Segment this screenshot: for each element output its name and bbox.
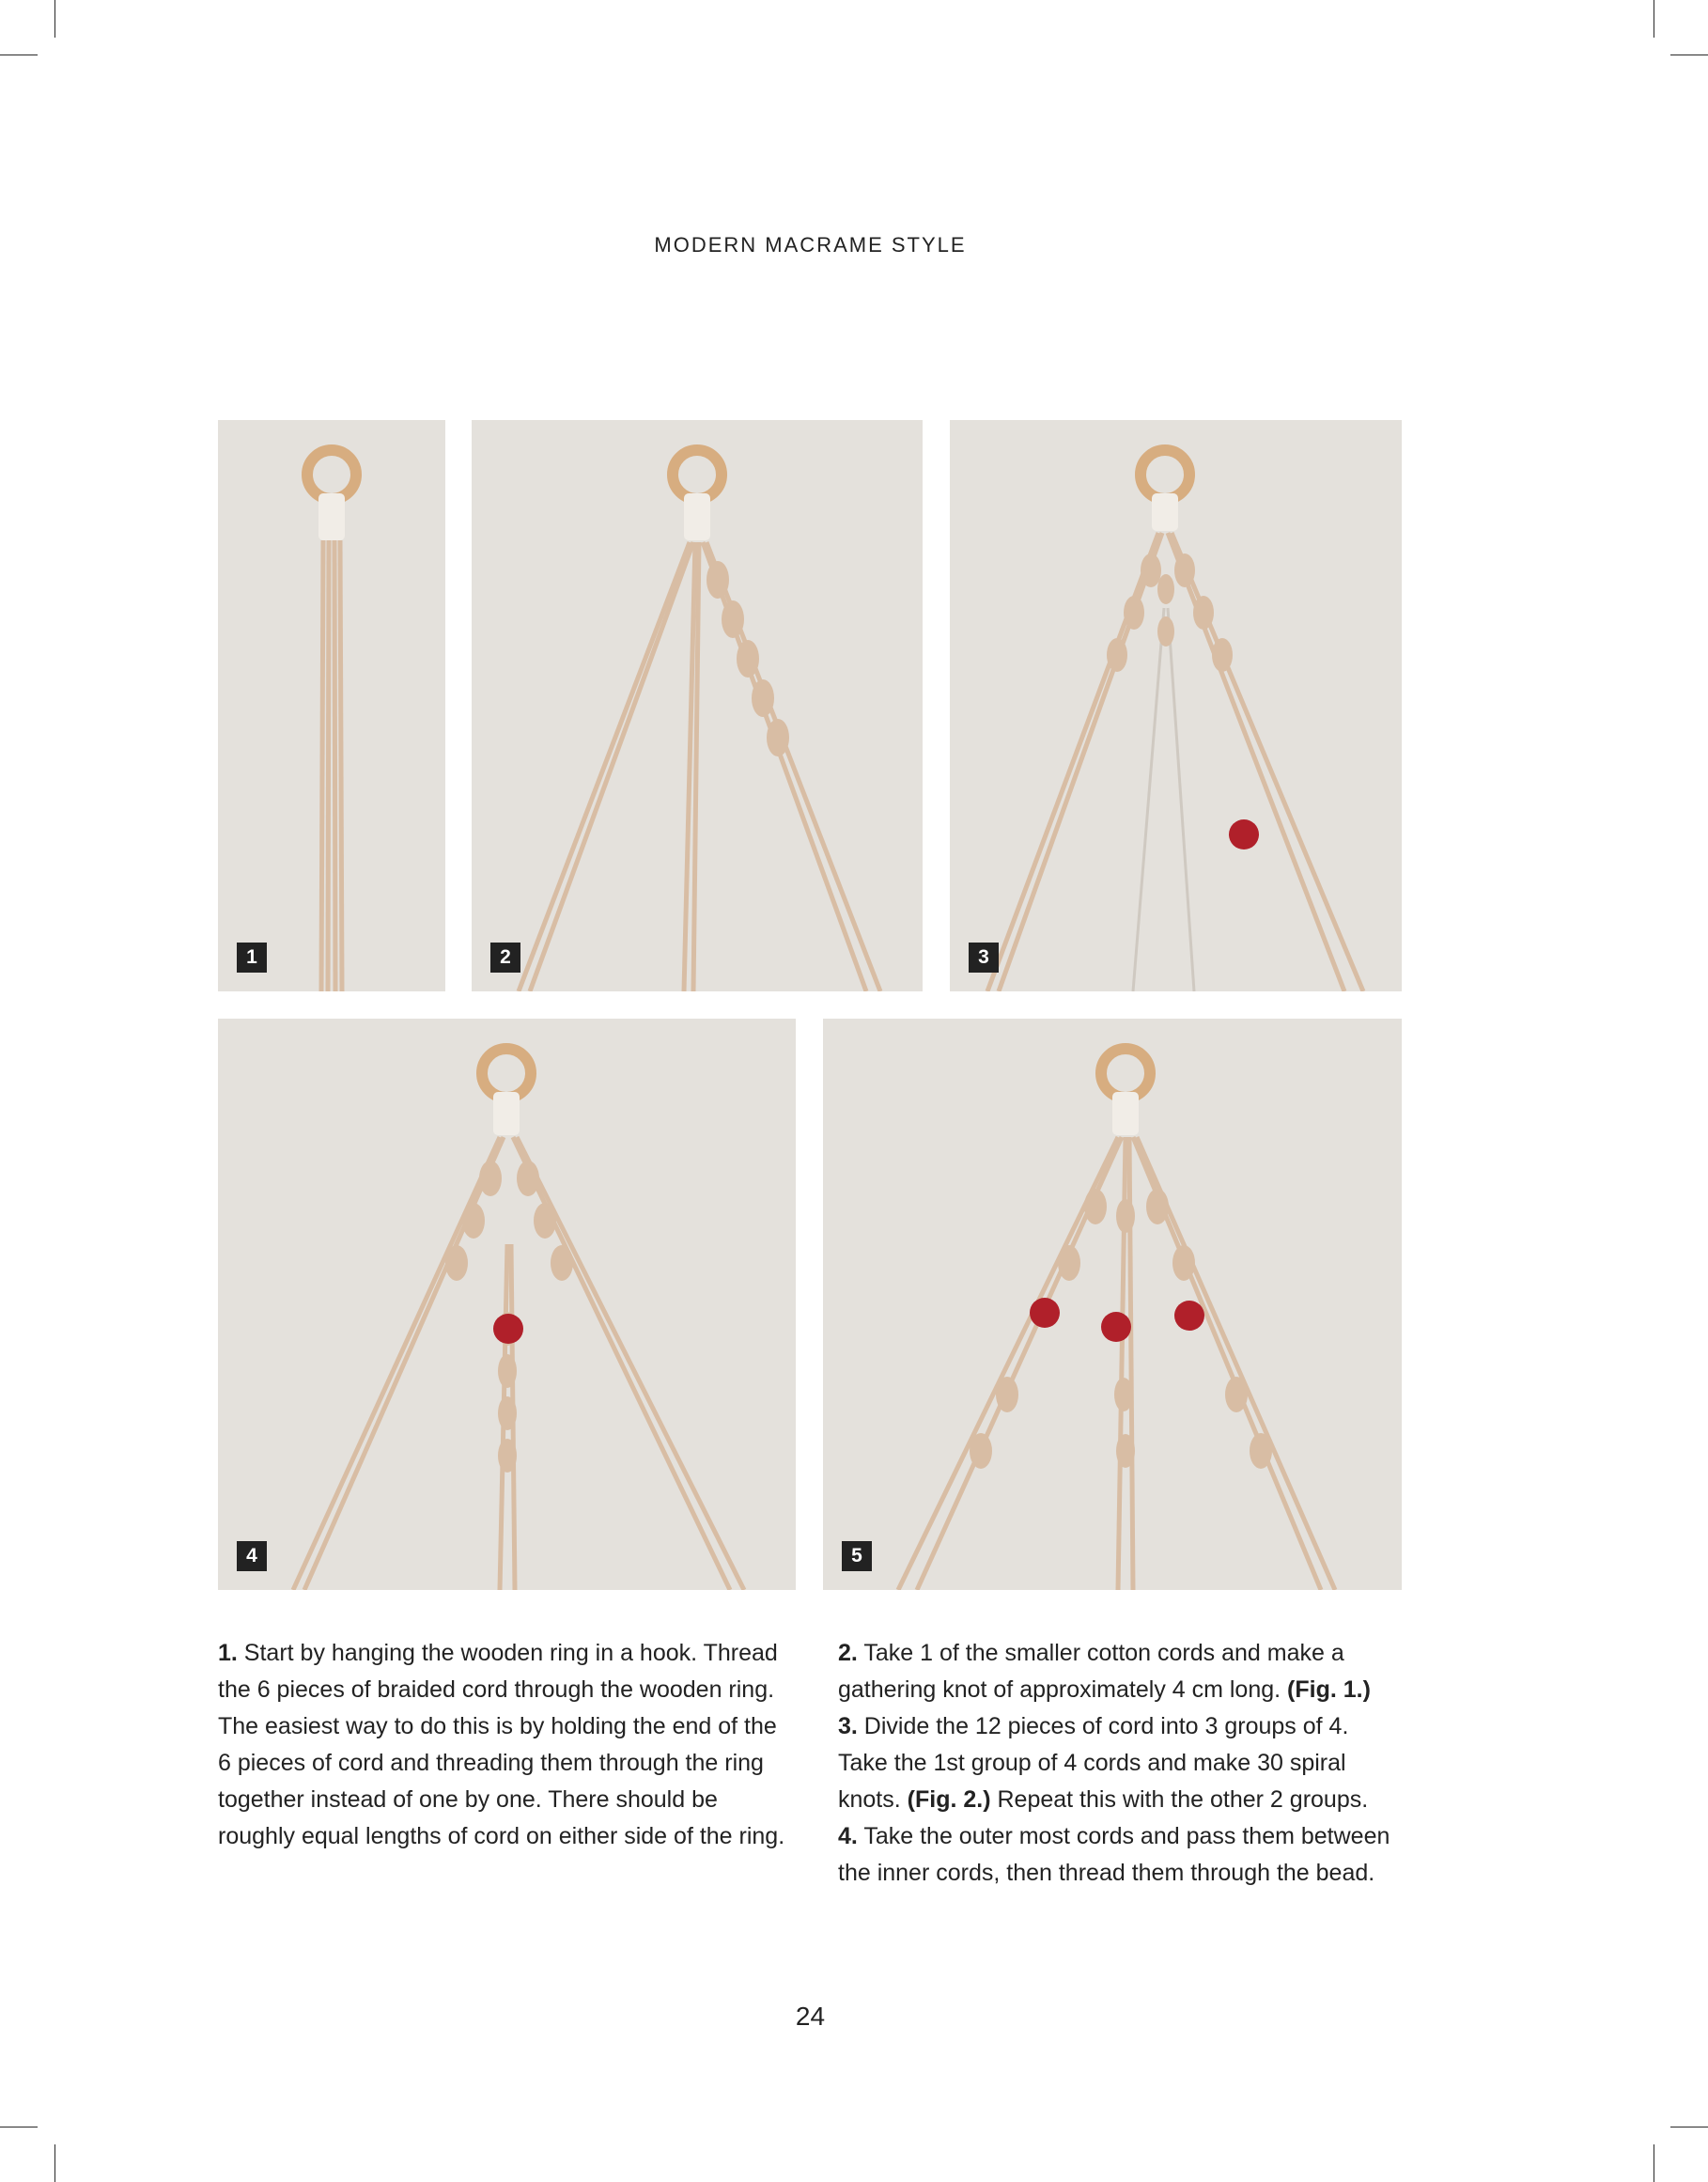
step-number: 1. <box>218 1640 238 1666</box>
figure-number-badge: 1 <box>237 943 267 973</box>
step-text: Divide the 12 pieces of cord into 3 groups of 4. Take the 1st group of 4 cords and make 30 spiral knots. <box>838 1713 1349 1813</box>
figure-number-badge: 3 <box>969 943 999 973</box>
figure-reference: (Fig. 1.) <box>1287 1676 1371 1703</box>
macrame-photo-4 <box>218 1019 796 1590</box>
step-number: 4. <box>838 1823 858 1849</box>
figure-number-badge: 2 <box>490 943 520 973</box>
macrame-photo-1 <box>218 420 445 991</box>
step-4-paragraph <box>838 1818 1402 1892</box>
running-header: MODERN MACRAME STYLE <box>654 233 967 257</box>
crop-mark <box>54 0 55 38</box>
right-column <box>838 1635 1402 1892</box>
red-bead <box>1030 1298 1060 1328</box>
figure-reference: (Fig. 2.) <box>907 1786 991 1813</box>
step-2-paragraph <box>838 1635 1402 1708</box>
figure-4-photo <box>218 1019 796 1590</box>
figure-2-photo <box>472 420 923 991</box>
step-text: Take the outer most cords and pass them between the inner cords, then thread them through the bead. <box>838 1823 1390 1886</box>
macrame-photo-3 <box>950 420 1402 991</box>
red-bead <box>1174 1301 1204 1331</box>
crop-mark <box>54 2144 55 2182</box>
step-number: 2. <box>838 1640 858 1666</box>
step-3-paragraph <box>838 1708 1402 1818</box>
step-1-paragraph <box>218 1635 793 1855</box>
red-bead <box>1229 819 1259 849</box>
step-text: Take 1 of the smaller cotton cords and make a gathering knot of approximately 4 cm long. <box>838 1640 1344 1703</box>
step-text: Start by hanging the wooden ring in a hook. Thread the 6 pieces of braided cord through the wooden ring. The easiest way to do this is by holding the end of the 6 pieces of cord and threading them through the ring together instead of one by one. There should be roughly equal lengths of cord on either side of the ring. <box>218 1640 785 1849</box>
step-text: Repeat this with the other 2 groups. <box>990 1786 1369 1813</box>
figure-number-badge: 5 <box>842 1541 872 1571</box>
figure-number-badge: 4 <box>237 1541 267 1571</box>
figure-3-photo <box>950 420 1402 991</box>
left-column <box>218 1635 793 1855</box>
red-bead <box>493 1314 523 1344</box>
figure-1-photo <box>218 420 445 991</box>
page-number: 24 <box>795 2002 826 2031</box>
step-number: 3. <box>838 1713 858 1739</box>
macrame-photo-2 <box>472 420 923 991</box>
macrame-photo-5 <box>823 1019 1402 1590</box>
red-bead <box>1101 1312 1131 1342</box>
figure-5-photo <box>823 1019 1402 1590</box>
